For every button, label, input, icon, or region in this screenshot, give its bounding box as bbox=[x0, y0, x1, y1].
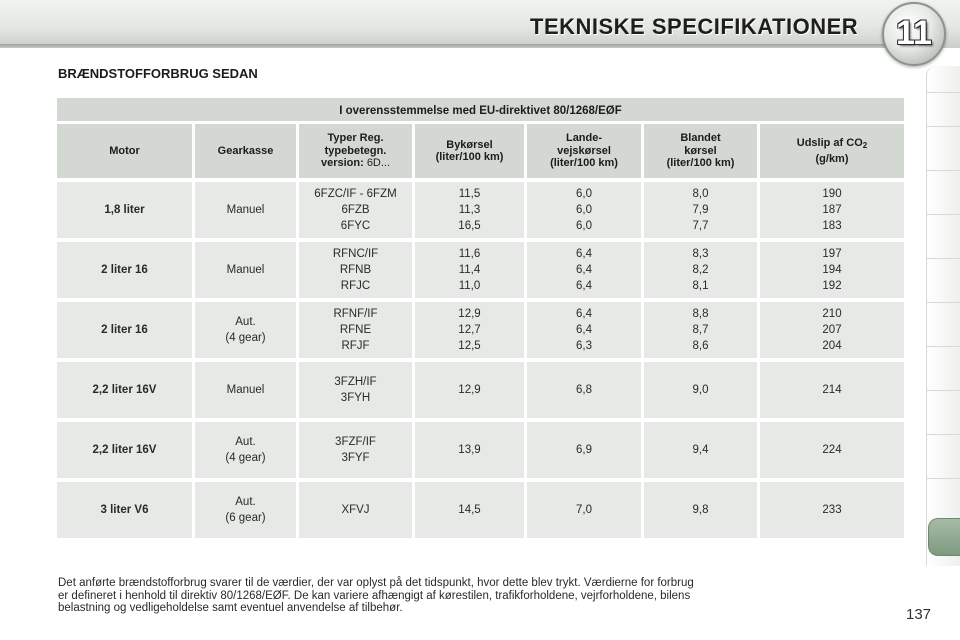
header-co2-line bbox=[797, 137, 867, 153]
cell-mixed-value: 8,8 bbox=[692, 308, 709, 320]
cell-highway-value: 7,0 bbox=[576, 504, 592, 516]
section-title: BRÆNDSTOFFORBRUG SEDAN bbox=[58, 66, 258, 81]
page-title: TEKNISKE SPECIFIKATIONER bbox=[530, 14, 859, 39]
cell-co2-value: 187 bbox=[822, 204, 842, 216]
cell-type-value: 6FZC/IF - 6FZM bbox=[314, 188, 397, 200]
cell-type-value: RFNF/IF bbox=[333, 308, 378, 320]
table-row bbox=[57, 182, 904, 242]
cell-mixed-value: 7,7 bbox=[692, 220, 709, 232]
header-co2-unit: (g/km) bbox=[815, 152, 849, 165]
cell-motor bbox=[57, 182, 195, 238]
header-city-line: (liter/100 km) bbox=[435, 151, 504, 163]
header-co2-prefix: Udslip af CO bbox=[796, 137, 863, 149]
header-city-line: Bykørsel bbox=[446, 138, 493, 151]
cell-gearbox bbox=[195, 302, 299, 358]
side-tab-divider bbox=[927, 390, 960, 391]
cell-city-value: 11,0 bbox=[458, 280, 481, 292]
cell-mixed bbox=[644, 422, 760, 478]
cell-city-value: 11,4 bbox=[458, 264, 481, 276]
chapter-badge bbox=[882, 2, 946, 66]
table-row bbox=[57, 242, 904, 302]
cell-gearbox-value: Manuel bbox=[226, 204, 265, 216]
cell-mixed bbox=[644, 242, 760, 298]
cell-mixed-value: 8,2 bbox=[692, 264, 709, 276]
cell-city-value: 14,5 bbox=[458, 504, 481, 516]
cell-mixed bbox=[644, 302, 760, 358]
cell-highway-value: 6,4 bbox=[576, 280, 592, 292]
cell-co2-value: 214 bbox=[822, 384, 842, 396]
cell-motor-value: 2 liter 16 bbox=[101, 264, 148, 276]
cell-highway bbox=[527, 242, 644, 298]
cell-mixed-value: 8,7 bbox=[692, 324, 709, 336]
directive-header: I overensstemmelse med EU-direktivet 80/1268/EØF bbox=[57, 98, 904, 124]
cell-city bbox=[415, 242, 527, 298]
cell-type-value: XFVJ bbox=[341, 504, 370, 516]
cell-type-value: RFNE bbox=[339, 324, 372, 336]
cell-gearbox-value: Aut. bbox=[235, 316, 256, 328]
cell-highway bbox=[527, 482, 644, 538]
cell-highway-value: 6,0 bbox=[576, 204, 592, 216]
cell-type-value: 6FYC bbox=[340, 220, 371, 232]
footnote-line: belastning og vedligeholdelse samt eventuel anvendelse af tilbehør. bbox=[58, 602, 403, 614]
cell-co2 bbox=[760, 422, 904, 478]
cell-motor bbox=[57, 362, 195, 418]
cell-motor-value: 3 liter V6 bbox=[100, 504, 149, 516]
cell-city bbox=[415, 482, 527, 538]
cell-gearbox-value: Manuel bbox=[226, 384, 265, 396]
cell-co2-value: 233 bbox=[822, 504, 842, 516]
cell-highway-value: 6,0 bbox=[576, 220, 592, 232]
cell-type-value: RFJC bbox=[340, 280, 371, 292]
cell-type-value: 3FZH/IF bbox=[334, 376, 377, 388]
cell-type bbox=[299, 182, 415, 238]
cell-mixed bbox=[644, 182, 760, 238]
cell-city-value: 12,5 bbox=[458, 340, 481, 352]
cell-gearbox-value: (4 gear) bbox=[225, 332, 266, 344]
cell-gearbox-value: Aut. bbox=[235, 436, 256, 448]
cell-co2 bbox=[760, 362, 904, 418]
cell-co2-value: 183 bbox=[822, 220, 842, 232]
cell-city bbox=[415, 182, 527, 238]
cell-mixed-value: 9,0 bbox=[692, 384, 709, 396]
header-highway bbox=[527, 124, 644, 178]
cell-city bbox=[415, 422, 527, 478]
header-gearbox bbox=[195, 124, 299, 178]
cell-co2 bbox=[760, 242, 904, 298]
header-type-line: typebetegn. bbox=[324, 144, 387, 157]
cell-city bbox=[415, 302, 527, 358]
header-co2 bbox=[760, 124, 904, 178]
footnote-line: er defineret i henhold til direktiv 80/1268/EØF. De kan variere afhængigt af kørestilen, trafikforholdene, vejrforholdene, bilens bbox=[58, 589, 691, 602]
header-type-line bbox=[321, 157, 390, 170]
cell-city-value: 12,9 bbox=[458, 308, 481, 320]
cell-type bbox=[299, 422, 415, 478]
cell-co2 bbox=[760, 482, 904, 538]
header-gearbox-label: Gearkasse bbox=[217, 144, 274, 157]
header-mixed-line: Blandet bbox=[680, 132, 721, 145]
header-type-version: version: bbox=[320, 157, 364, 170]
side-tab-divider bbox=[927, 346, 960, 347]
cell-co2-value: 204 bbox=[822, 340, 842, 352]
header-co2-subscript: 2 bbox=[862, 141, 868, 150]
cell-type-value: 3FYF bbox=[341, 452, 370, 464]
cell-type bbox=[299, 362, 415, 418]
cell-mixed bbox=[644, 482, 760, 538]
cell-type-value: RFNB bbox=[339, 264, 372, 276]
cell-type bbox=[299, 302, 415, 358]
cell-city-value: 11,6 bbox=[458, 248, 481, 260]
cell-mixed-value: 8,1 bbox=[692, 280, 709, 292]
cell-type-value: 3FZF/IF bbox=[335, 436, 376, 448]
cell-mixed bbox=[644, 362, 760, 418]
cell-co2-value: 194 bbox=[822, 264, 842, 276]
cell-highway-value: 6,4 bbox=[576, 264, 592, 276]
side-tab-divider bbox=[927, 478, 960, 479]
cell-highway-value: 6,4 bbox=[576, 324, 592, 336]
cell-gearbox bbox=[195, 422, 299, 478]
side-tab-divider bbox=[927, 92, 960, 93]
side-tab-divider bbox=[927, 170, 960, 171]
cell-highway bbox=[527, 302, 644, 358]
side-tab-divider bbox=[927, 434, 960, 435]
cell-motor-value: 2,2 liter 16V bbox=[92, 444, 157, 456]
fuel-consumption-table bbox=[57, 98, 904, 542]
cell-co2 bbox=[760, 302, 904, 358]
cell-motor-value: 2,2 liter 16V bbox=[92, 384, 157, 396]
side-tab-divider bbox=[927, 258, 960, 259]
cell-type-value: 3FYH bbox=[340, 392, 371, 404]
header-motor bbox=[57, 124, 195, 178]
cell-gearbox-value: (6 gear) bbox=[225, 512, 266, 524]
cell-type bbox=[299, 482, 415, 538]
table-row bbox=[57, 362, 904, 422]
header-motor-label: Motor bbox=[109, 144, 140, 157]
cell-co2-value: 207 bbox=[822, 324, 842, 336]
table-header-row bbox=[57, 124, 904, 182]
cell-co2-value: 192 bbox=[822, 280, 842, 292]
cell-highway-value: 6,4 bbox=[576, 248, 592, 260]
header-type bbox=[299, 124, 415, 178]
header-divider bbox=[0, 44, 900, 48]
cell-highway bbox=[527, 362, 644, 418]
cell-co2 bbox=[760, 182, 904, 238]
side-tab-divider bbox=[927, 302, 960, 303]
chapter-tab-active[interactable] bbox=[928, 518, 960, 556]
cell-mixed-value: 9,8 bbox=[692, 504, 709, 516]
header-mixed-line: kørsel bbox=[684, 144, 717, 157]
chapter-number: 11 bbox=[896, 14, 932, 52]
cell-highway-value: 6,4 bbox=[576, 308, 592, 320]
cell-highway-value: 6,0 bbox=[576, 188, 592, 200]
table-row bbox=[57, 302, 904, 362]
cell-highway bbox=[527, 422, 644, 478]
header-city bbox=[415, 124, 527, 178]
cell-co2-value: 197 bbox=[822, 248, 842, 260]
cell-type-value: RFJF bbox=[341, 340, 370, 352]
cell-city-value: 12,7 bbox=[458, 324, 481, 336]
cell-gearbox-value: Aut. bbox=[235, 496, 256, 508]
cell-mixed-value: 9,4 bbox=[692, 444, 709, 456]
cell-co2-value: 224 bbox=[822, 444, 842, 456]
cell-gearbox bbox=[195, 182, 299, 238]
cell-city-value: 16,5 bbox=[458, 220, 481, 232]
header-highway-line: vejskørsel bbox=[557, 144, 611, 157]
cell-highway-value: 6,8 bbox=[576, 384, 592, 396]
cell-highway-value: 6,3 bbox=[576, 340, 592, 352]
cell-city bbox=[415, 362, 527, 418]
cell-motor-value: 2 liter 16 bbox=[101, 324, 148, 336]
header-highway-line: Lande- bbox=[565, 132, 603, 145]
cell-co2-value: 210 bbox=[822, 308, 842, 320]
cell-highway-value: 6,9 bbox=[576, 444, 592, 456]
cell-type bbox=[299, 242, 415, 298]
chapter-side-rail bbox=[926, 66, 960, 566]
cell-city-value: 11,3 bbox=[458, 204, 481, 216]
cell-type-value: RFNC/IF bbox=[332, 248, 379, 260]
table-body bbox=[57, 182, 904, 542]
cell-mixed-value: 8,0 bbox=[692, 188, 709, 200]
cell-gearbox bbox=[195, 482, 299, 538]
header-mixed-line: (liter/100 km) bbox=[666, 157, 735, 170]
header-type-version-value: 6D... bbox=[366, 157, 391, 170]
cell-city-value: 11,5 bbox=[458, 188, 481, 200]
header-highway-line: (liter/100 km) bbox=[550, 157, 618, 170]
cell-city-value: 12,9 bbox=[458, 384, 481, 396]
table-row bbox=[57, 482, 904, 542]
page-number: 137 bbox=[906, 606, 932, 623]
header-mixed bbox=[644, 124, 760, 178]
cell-gearbox-value: (4 gear) bbox=[225, 452, 266, 464]
cell-highway bbox=[527, 182, 644, 238]
header-type-line: Typer Reg. bbox=[327, 132, 384, 145]
cell-gearbox bbox=[195, 242, 299, 298]
cell-motor bbox=[57, 482, 195, 538]
cell-type-value: 6FZB bbox=[341, 204, 370, 216]
cell-mixed-value: 7,9 bbox=[692, 204, 709, 216]
cell-mixed-value: 8,3 bbox=[692, 248, 709, 260]
cell-gearbox bbox=[195, 362, 299, 418]
cell-gearbox-value: Manuel bbox=[226, 264, 265, 276]
cell-co2-value: 190 bbox=[822, 188, 842, 200]
side-tab-divider bbox=[927, 126, 960, 127]
cell-mixed-value: 8,6 bbox=[692, 340, 709, 352]
side-tab-divider bbox=[927, 214, 960, 215]
table-row bbox=[57, 422, 904, 482]
footnote-line: Det anførte brændstofforbrug svarer til de værdier, der var oplyst på det tidspunkt, hvor dette blev trykt. Værdierne for forbrug bbox=[58, 577, 694, 589]
cell-motor bbox=[57, 302, 195, 358]
cell-motor bbox=[57, 422, 195, 478]
cell-city-value: 13,9 bbox=[458, 444, 481, 456]
cell-motor bbox=[57, 242, 195, 298]
footnote bbox=[58, 577, 904, 615]
cell-motor-value: 1,8 liter bbox=[104, 204, 145, 216]
